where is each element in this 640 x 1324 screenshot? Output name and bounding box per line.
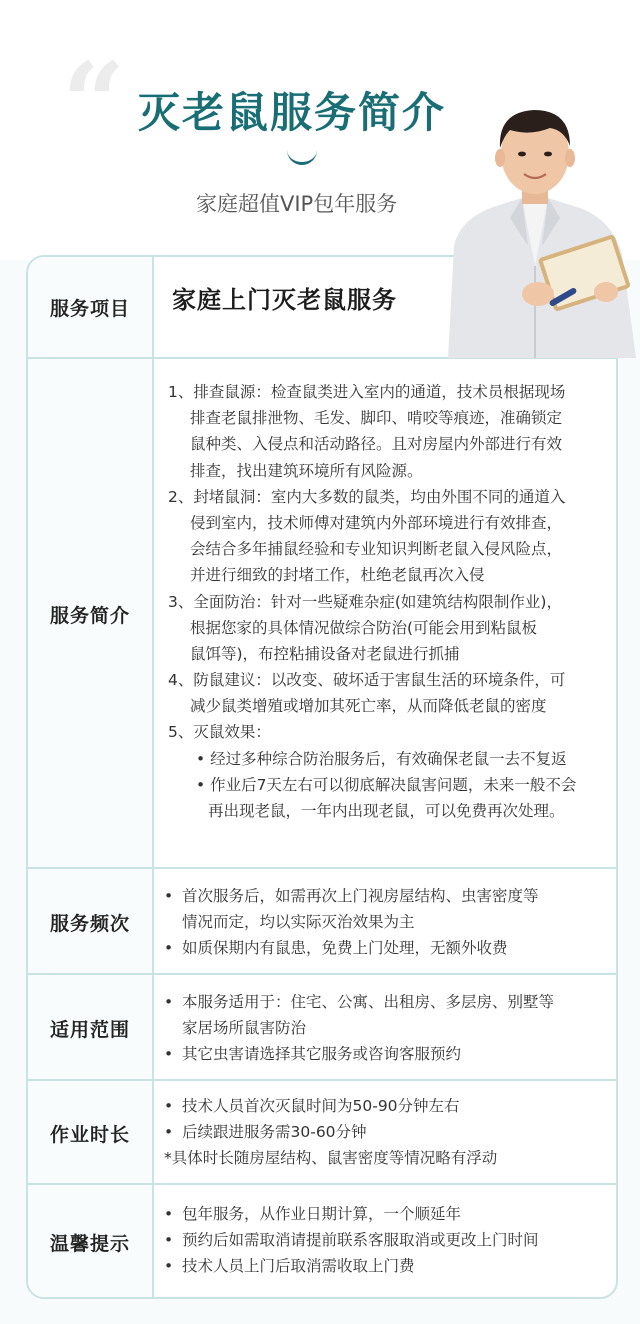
tips-row — [28, 1183, 616, 1299]
service-intro-row — [28, 357, 616, 869]
intro-line: 侵到室内，技术师傅对建筑内外部环境进行有效排查， — [190, 513, 563, 532]
list-item-cont: 情况而定，均以实际灭治效果为主 — [182, 913, 415, 931]
page-title: 灭老鼠服务简介 — [138, 88, 447, 137]
list-item — [164, 1227, 616, 1253]
intro-line: 鼠饵等)，布控粘捕设备对老鼠进行抓捕 — [190, 644, 460, 663]
list-item — [164, 883, 616, 909]
list-item-text: 包年服务，从作业日期计算，一个顺延年 — [182, 1205, 462, 1223]
list-item-text: 首次服务后，如需再次上门视房屋结构、虫害密度等 — [182, 887, 539, 905]
list-item-text: 后续跟进服务需30-60分钟 — [182, 1123, 367, 1141]
bullet-icon: • — [164, 1123, 174, 1141]
service-item-label: 服务项目 — [28, 257, 154, 357]
list-item-text: 如质保期内有鼠患，免费上门处理，无额外收费 — [182, 939, 508, 957]
quote-mark-icon: “ — [62, 38, 126, 167]
intro-line: 4、防鼠建议：以改变、破坏适于害鼠生活的环境条件，可 — [168, 671, 566, 690]
scope-label: 适用范围 — [28, 975, 154, 1081]
bullet-icon: • — [164, 1097, 174, 1115]
intro-line: 1、排查鼠源：检查鼠类进入室内的通道，技术员根据现场 — [168, 383, 566, 401]
intro-line: 3、全面防治：针对一些疑难杂症(如建筑结构限制作业)， — [168, 592, 562, 611]
intro-line: 5、灭鼠效果： — [168, 723, 271, 742]
list-item — [164, 1119, 616, 1145]
intro-line: 2、封堵鼠洞：室内大多数的鼠类，均由外围不同的通道入 — [168, 487, 566, 506]
tips-content — [154, 1185, 616, 1299]
intro-line: 减少鼠类增殖或增加其死亡率，从而降低老鼠的密度 — [190, 697, 547, 716]
duration-label: 作业时长 — [28, 1081, 154, 1185]
list-item-text: 技术人员首次灭鼠时间为50-90分钟左右 — [182, 1097, 460, 1115]
bullet-icon: • — [164, 1231, 174, 1249]
smile-icon — [287, 148, 317, 165]
intro-line: 根据您家的具体情况做综合防治(可能会用到粘鼠板 — [190, 618, 538, 637]
list-item-cont: 家居场所鼠害防治 — [182, 1019, 307, 1037]
service-intro-label: 服务简介 — [28, 359, 154, 869]
list-item — [164, 1093, 616, 1119]
list-item — [164, 1201, 616, 1227]
bullet-icon: • — [164, 993, 174, 1011]
bullet-icon: • — [164, 1045, 174, 1063]
intro-line: • 作业后7天左右可以彻底解决鼠害问题，未来一般不会 — [196, 775, 577, 794]
tips-label: 温馨提示 — [28, 1185, 154, 1299]
intro-line: 并进行细致的封堵工作，杜绝老鼠再次入侵 — [190, 566, 485, 585]
technician-photo — [430, 96, 640, 358]
intro-line: 排查老鼠排泄物、毛发、脚印、啃咬等痕迹，准确锁定 — [190, 409, 563, 428]
list-item-text: 本服务适用于：住宅、公寓、出租房、多层房、别墅等 — [182, 993, 555, 1011]
bullet-icon: • — [164, 1257, 174, 1275]
frequency-content — [154, 869, 616, 975]
bullet-icon: • — [164, 939, 174, 957]
service-info-table — [26, 255, 618, 1299]
service-intro-content — [154, 359, 616, 869]
list-item — [164, 989, 616, 1015]
list-item-text: 技术人员上门后取消需收取上门费 — [182, 1257, 415, 1275]
frequency-row — [28, 867, 616, 975]
list-item — [164, 935, 616, 961]
service-item-value: 家庭上门灭老鼠服务 — [172, 286, 397, 314]
duration-row — [28, 1079, 616, 1185]
intro-line: 会结合多年捕鼠经验和专业知识判断老鼠入侵风险点， — [190, 540, 563, 559]
page-subtitle: 家庭超值VIP包年服务 — [196, 192, 398, 216]
bullet-icon: • — [164, 887, 174, 905]
list-item — [164, 1041, 616, 1067]
bullet-icon: • — [164, 1205, 174, 1223]
duration-note: *具体时长随房屋结构、鼠害密度等情况略有浮动 — [164, 1149, 498, 1167]
list-item-text: 预约后如需取消请提前联系客服取消或更改上门时间 — [182, 1231, 539, 1249]
list-item-text: 其它虫害请选择其它服务或咨询客服预约 — [182, 1045, 462, 1063]
intro-line: 排查，找出建筑环境所有风险源。 — [190, 461, 423, 480]
intro-line: • 经过多种综合防治服务后，有效确保老鼠一去不复返 — [196, 749, 567, 768]
intro-line: 鼠种类、入侵点和活动路径。且对房屋内外部进行有效 — [190, 435, 563, 454]
scope-content — [154, 975, 616, 1081]
list-item — [164, 1253, 616, 1279]
frequency-label: 服务频次 — [28, 869, 154, 975]
intro-line: 再出现老鼠，一年内出现老鼠，可以免费再次处理。 — [208, 802, 565, 820]
scope-row — [28, 973, 616, 1081]
duration-content — [154, 1081, 616, 1185]
